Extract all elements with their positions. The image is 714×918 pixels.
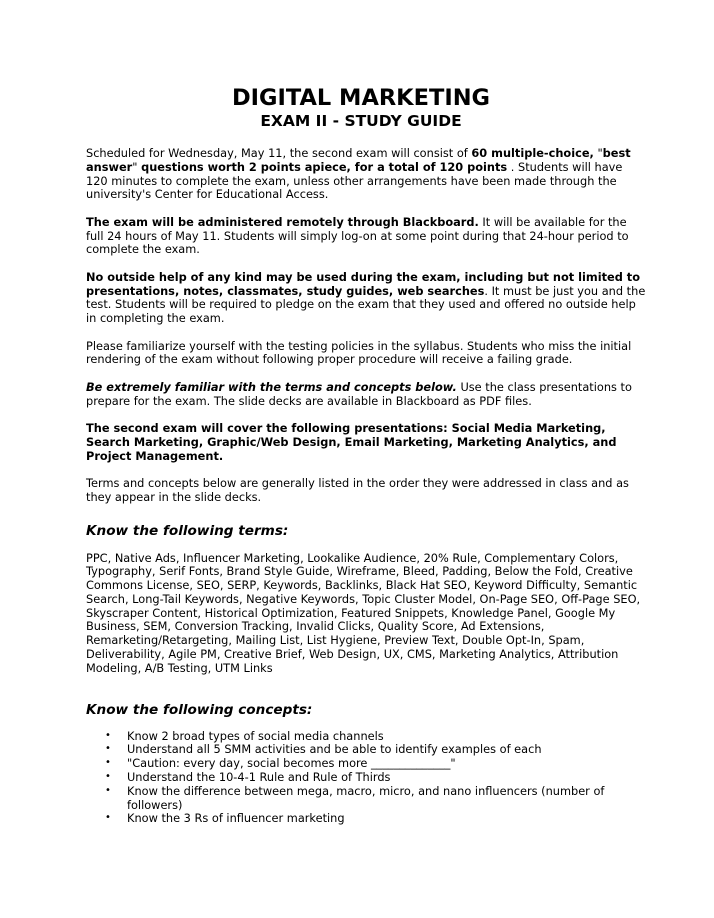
document-title: DIGITAL MARKETING [231,85,491,111]
list-item [105,770,646,785]
bullet-icon: • [105,812,111,824]
bullet-icon: • [105,771,111,783]
terms-list: PPC, Native Ads, Influencer Marketing, Lookalike Audience, 20% Rule, Complementary Colors, Typography, Serif Fonts, Brand Style Guide, Wireframe, Bleed, Padding, Below the Fold, Creative Commons License, SEO, SERP, Keywords, Backlinks, Black Hat SEO, Keyword Difficulty, Semantic Search, Long-Tail Keywords, Negative Keywords, Topic Cluster Model, On-Page SEO, Off-Page SEO, Skyscraper Content, Historical Optimization, Featured Snippets, Knowledge Panel, Google My Business, SEM, Conversion Tracking, Invalid Clicks, Quality Score, Ad Extensions, Remarketing/Retargeting, Mailing List, List Hygiene, Preview Text, Double Opt-In, Spam, Deliverability, Agile PM, Creative Brief, Web Design, UX, CMS, Marketing Analytics, Attribution Modeling, A/B Testing, UTM Links [86,550,641,675]
text-run: . It must be just you and the test. Students will be required to pledge on the exam that they used and offered no outside help in completing the exam. [86,283,646,326]
text-run: It will be available for the full 24 hours of May 11. Students will simply log-on at some point during that 24-hour period to complete the exam. [86,214,629,257]
emphasis-points: questions worth 2 points apiece, for a total of 120 points [141,159,508,174]
list-item-text: Know the 3 Rs of influencer marketing [127,811,345,826]
text-run: Use the class presentations to prepare for the exam. The slide decks are available in Blackboard as PDF files. [86,379,632,408]
list-item-text: Know the difference between mega, macro, micro, and nano influencers (number of followers) [127,783,605,812]
concepts-list [86,730,646,827]
emphasis-blackboard: The exam will be administered remotely through Blackboard. [86,214,479,229]
list-item [105,756,646,771]
exam-schedule-paragraph [86,147,646,202]
text-run: " [593,146,603,160]
emphasis-no-help: No outside help of any kind may be used during the exam, including but not limited to presentations, notes, classmates, study guides, web searches [86,269,641,298]
list-item [105,728,646,744]
text-run: . Students will have 120 minutes to complete the exam, unless other arrangements have been made through the university's Center for Educational Access. [86,159,623,202]
no-help-paragraph [86,271,646,326]
emphasis-question-count: 60 multiple-choice, [471,146,594,160]
concepts-heading: Know the following concepts: [86,701,313,718]
familiar-paragraph [86,381,646,409]
list-item-text: Understand the 10-4-1 Rule and Rule of Thirds [127,770,391,785]
list-item-text: "Caution: every day, social becomes more ______________" [127,756,456,771]
presentations-paragraph [86,422,646,463]
document-body [86,147,646,826]
bullet-icon: • [105,784,111,796]
terms-heading: Know the following terms: [86,522,289,539]
policies-paragraph: Please familiarize yourself with the testing policies in the syllabus. Students who miss the initial rendering of the exam without following proper procedure will receive a failing grade. [86,338,632,367]
blackboard-paragraph [86,216,646,257]
text-run: Scheduled for Wednesday, May 11, the second exam will consist of [86,146,472,160]
text-run: " [132,159,142,174]
emphasis-presentations: The second exam will cover the following presentations: Social Media Marketing, Search Marketing, Graphic/Web Design, Email Marketing, Marketing Analytics, and Project Management. [86,420,617,463]
list-item-text: Know 2 broad types of social media channels [127,728,384,743]
document-subtitle: EXAM II - STUDY GUIDE [260,112,462,130]
list-item [105,783,646,813]
bullet-icon: • [105,729,111,741]
emphasis-best-answer: best answer [86,146,631,174]
list-item-text: Understand all 5 SMM activities and be able to identify examples of each [127,742,542,757]
emphasis-familiar: Be extremely familiar with the terms and concepts below. [86,379,457,394]
bullet-icon: • [105,743,111,755]
list-item [105,742,646,757]
list-item [105,811,646,826]
order-paragraph: Terms and concepts below are generally listed in the order they were addressed in class and as they appear in the slide decks. [86,475,629,504]
bullet-icon: • [105,757,111,769]
